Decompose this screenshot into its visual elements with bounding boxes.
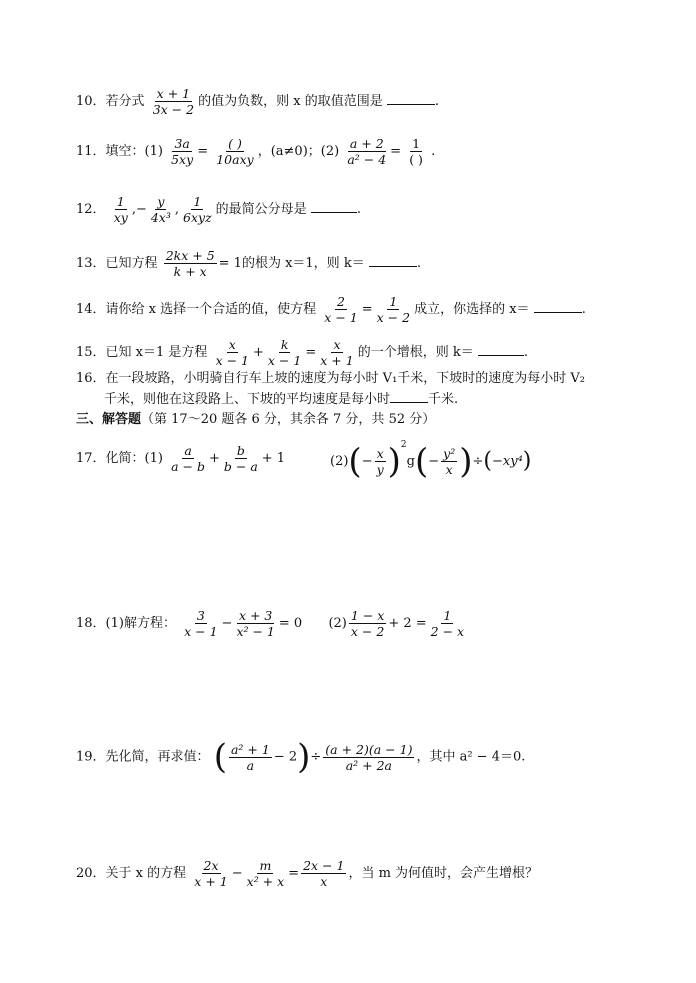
question-number: 14． [76,302,106,317]
question-17-part2: (2)(− $\frac{x}{y}$ )$^2$g(− $\frac{\text{y²}}{x}$ )÷(−xy⁴) [330,440,532,482]
question-15: 15．已知 x＝1 是方程 $\frac{x}{x - 1}$ + $\frac{k}{x - 1}$ = $\frac{x}{x + 1}$ 的一个增根，则 k＝ . [76,337,528,368]
fraction: $\frac{\text{a² + 1}}{a}$ [230,741,270,773]
question-number: 18． [76,616,106,631]
question-number: 17． [76,451,106,466]
answer-blank[interactable] [369,254,417,267]
question-14: 14．请你给 x 选择一个合适的值，使方程 $\frac{2}{x - 1}$ = $\frac{1}{x - 2}$ 成立，你选择的 x＝ . [76,294,586,325]
question-number: 16． [76,371,106,386]
question-number: 10． [76,94,106,109]
question-11: 11．填空：(1) $\frac{3a}{5xy}$ = $\frac{( )}{\text{10axy}}$ ，(a≠0)；(2) $\frac{a + 2}{\text{a² − 4}}$ = $\frac{1}{( )}$ . [76,136,436,167]
fraction: $\frac{x + 3}{\text{x² − 1}}$ [236,608,275,639]
fraction: $\frac{2x}{x + 1}$ [194,858,228,889]
question-number: 15． [76,345,106,360]
fraction: $\frac{b}{b - a}$ [223,443,258,474]
fraction-blank[interactable]: $\frac{( )}{\text{10axy}}$ [216,136,254,167]
answer-blank[interactable] [534,300,582,313]
fraction: $\frac{1}{2 - x}$ [430,608,465,639]
fraction: $\frac{x}{x - 1}$ [215,337,249,368]
answer-blank[interactable] [478,343,524,356]
question-10: 10．若分式 $\frac{x + 1}{3x - 2}$ 的值为负数，则 x 的取值范围是 . [76,86,439,117]
question-19: 19．先化简，再求值： ( $\frac{\text{a² + 1}}{a}$ − 2)÷ $\frac{(a + 2)(a - 1)}{\text{a² + 2a}}$ ，其中 a² − 4＝0. [76,737,526,777]
fraction: $\frac{3}{x - 1}$ [184,608,218,639]
fraction: $\frac{2x - 1}{x}$ [303,858,345,889]
fraction-blank[interactable]: $\frac{1}{( )}$ [409,136,423,167]
section-heading: 三、解答题（第 17～20 题各 6 分，其余各 7 分，共 52 分） [76,412,436,427]
question-17: 17．化简：(1) $\frac{a}{a - b}$ + $\frac{b}{b - a}$ + 1 [76,443,286,474]
fraction: $\frac{3a}{5xy}$ [171,136,194,167]
question-13: 13．已知方程 $\frac{2kx + 5}{k + x}$ = 1的根为 x＝1，则 k＝ . [76,248,421,279]
question-number: 11． [76,144,106,159]
question-12: 12． $\frac{1}{xy}$ ,− $\frac{y}{\text{4x³}}$ , $\frac{1}{\text{6xyz}}$ 的最简公分母是 . [76,194,361,225]
fraction: $\frac{2}{x - 1}$ [324,294,358,325]
fraction: $\frac{1}{\text{6xyz}}$ [183,194,212,225]
fraction: $\frac{x}{y}$ [376,446,384,477]
answer-blank[interactable] [387,92,435,105]
question-number: 19． [76,749,106,765]
fraction: $\frac{\text{y²}}{x}$ [443,446,456,477]
fraction: $\frac{a}{a - b}$ [171,443,205,474]
fraction: $\frac{1}{xy}$ [113,194,128,225]
question-16-line2: 千米，则他在这段路上、下坡的平均速度是每小时 千米. [104,392,459,407]
question-18: 18．(1)解方程： $\frac{3}{x - 1}$ − $\frac{x + 3}{\text{x² − 1}}$ = 0 (2) $\frac{1 - x}{x - 2}$ + 2 = $\frac{1}{2 - x}$ [76,608,465,639]
fraction: $\frac{a + 2}{\text{a² − 4}}$ [347,136,387,167]
fraction: $\frac{1}{x - 2}$ [376,294,411,325]
fraction: $\frac{2kx + 5}{k + x}$ [165,248,215,279]
fraction: $\frac{(a + 2)(a - 1)}{\text{a² + 2a}}$ [325,741,413,773]
fraction: $\frac{k}{x - 1}$ [267,337,302,368]
question-number: 12． [76,202,106,217]
fraction: $\frac{y}{\text{4x³}}$ [150,194,171,225]
question-16: 16．在一段坡路，小明骑自行车上坡的速度为每小时 V₁千米，下坡时的速度为每小时 V₂ [76,371,586,386]
answer-blank[interactable] [390,390,428,403]
answer-blank[interactable] [311,200,357,213]
fraction: $\frac{x + 1}{3x - 2}$ [152,86,195,117]
fraction: $\frac{1 - x}{x - 2}$ [350,608,385,639]
question-number: 13． [76,256,106,271]
fraction: $\frac{m}{\text{x² + x}}$ [246,858,285,889]
question-20: 20．关于 x 的方程 $\frac{2x}{x + 1}$ − $\frac{m}{\text{x² + x}}$ = $\frac{2x - 1}{x}$ ，当 m 为何值时，会产生增根？ [76,858,539,889]
question-number: 20． [76,866,106,881]
fraction: $\frac{x}{x + 1}$ [320,337,354,368]
